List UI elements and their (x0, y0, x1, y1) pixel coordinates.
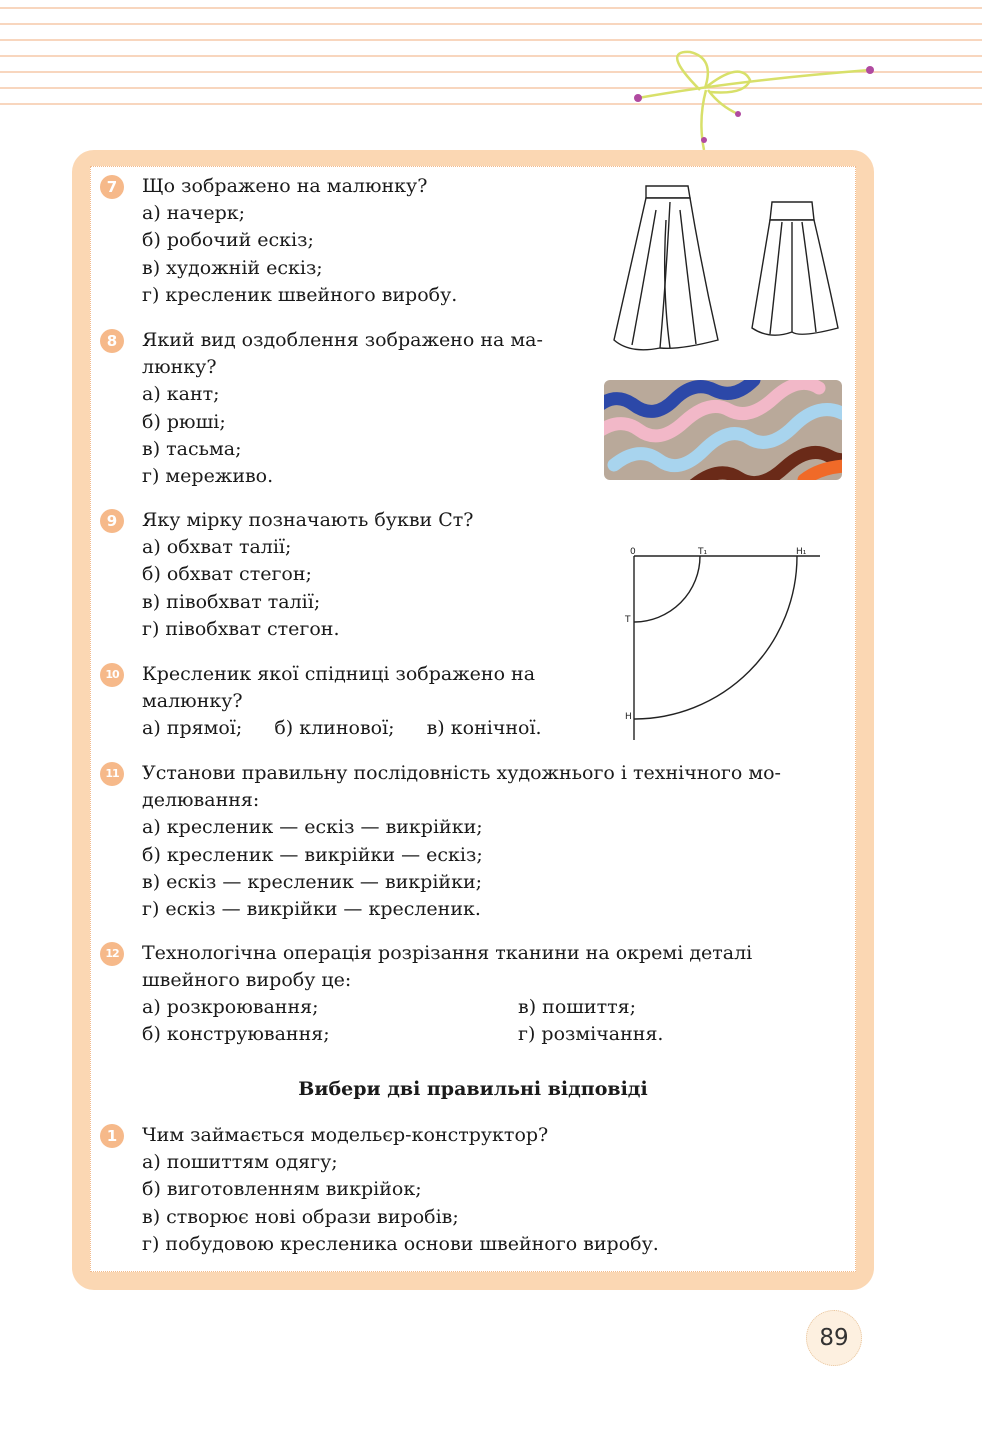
answer-option: а) обхват талії; (142, 536, 292, 559)
diagram-label-t: Т (625, 615, 631, 625)
skirt-sketch-illustration (600, 180, 850, 360)
diagram-label-h1: Н₁ (796, 547, 807, 557)
question-text: Чим займається модельєр-конструктор? (142, 1124, 549, 1146)
answer-option: а) кант; (142, 383, 220, 406)
answer-option: б) виготовленням викрійок; (142, 1178, 422, 1201)
skirt-draft-diagram (620, 544, 830, 744)
section-title: Вибери дві правильні відповіді (298, 1078, 648, 1100)
answer-option: а) кресленик — ескіз — викрійки; (142, 816, 483, 839)
question-text: Установи правильну послідовність художнього і технічного мо- (142, 762, 781, 784)
answer-option: в) ескіз — кресленик — викрійки; (142, 870, 483, 893)
page-number: 89 (806, 1310, 862, 1366)
answer-option: а) начерк; (142, 202, 246, 225)
question-text: малюнку? (142, 690, 243, 713)
answer-option: а) розкроювання; (142, 996, 319, 1018)
question-number: 12 (100, 942, 124, 966)
answer-option: б) конструювання; (142, 1023, 330, 1046)
ribbon-bow-icon (620, 40, 890, 160)
question-number: 1 (100, 1124, 124, 1148)
answer-option: б) кресленик — викрійки — ескіз; (142, 843, 483, 866)
question-text: Що зображено на малюнку? (142, 175, 428, 197)
diagram-label-o: 0 (630, 547, 636, 557)
question-1 (142, 1122, 842, 1258)
question-text: люнку? (142, 356, 217, 379)
question-9 (142, 507, 473, 643)
answer-column-right (518, 994, 663, 1048)
answer-option: б) рюші; (142, 410, 226, 433)
answer-option: в) пошиття; (518, 996, 636, 1018)
diagram-label-t1: Т₁ (698, 547, 708, 557)
question-number: 7 (100, 175, 124, 199)
answer-option: г) півобхват стегон. (142, 617, 340, 640)
trim-photo (604, 380, 842, 480)
answer-option: г) ескіз — викрійки — кресленик. (142, 898, 481, 921)
answer-option: б) робочий ескіз; (142, 229, 314, 252)
question-text: Який вид оздоблення зображено на ма- (142, 329, 543, 351)
question-number: 10 (100, 663, 124, 687)
question-number: 8 (100, 329, 124, 353)
answer-option: б) клинової; (274, 717, 395, 740)
answer-option: а) пошиттям одягу; (142, 1151, 338, 1174)
answer-option: г) мереживо. (142, 465, 274, 488)
question-11 (142, 760, 842, 923)
question-number: 11 (100, 762, 124, 786)
question-text: швейного виробу це: (142, 969, 352, 992)
diagram-label-h: Н (625, 712, 632, 722)
question-8 (142, 327, 543, 490)
answer-option: г) кресленик швейного виробу. (142, 283, 458, 306)
answer-option: в) півобхват талії; (142, 590, 321, 613)
answer-option: в) конічної. (426, 717, 542, 740)
answer-option: г) розмічання. (518, 1023, 664, 1046)
answer-option: в) тасьма; (142, 437, 242, 460)
question-text: Яку мірку позначають букви Ст? (142, 509, 474, 531)
question-text: делювання: (142, 789, 260, 812)
answer-option: в) створює нові образи виробів; (142, 1205, 459, 1228)
question-10 (142, 661, 568, 743)
answer-option: б) обхват стегон; (142, 563, 312, 586)
question-number: 9 (100, 509, 124, 533)
question-text: Кресленик якої спідниці зображено на (142, 663, 536, 685)
answer-option: в) художній ескіз; (142, 256, 323, 279)
answer-option: а) прямої; (142, 717, 243, 740)
answer-option: г) побудовою кресленика основи швейного виробу. (142, 1232, 659, 1255)
answer-column-left (142, 994, 330, 1048)
question-12 (142, 940, 842, 994)
question-text: Технологічна операція розрізання тканини на окремі деталі (142, 942, 753, 964)
question-7 (142, 173, 457, 309)
